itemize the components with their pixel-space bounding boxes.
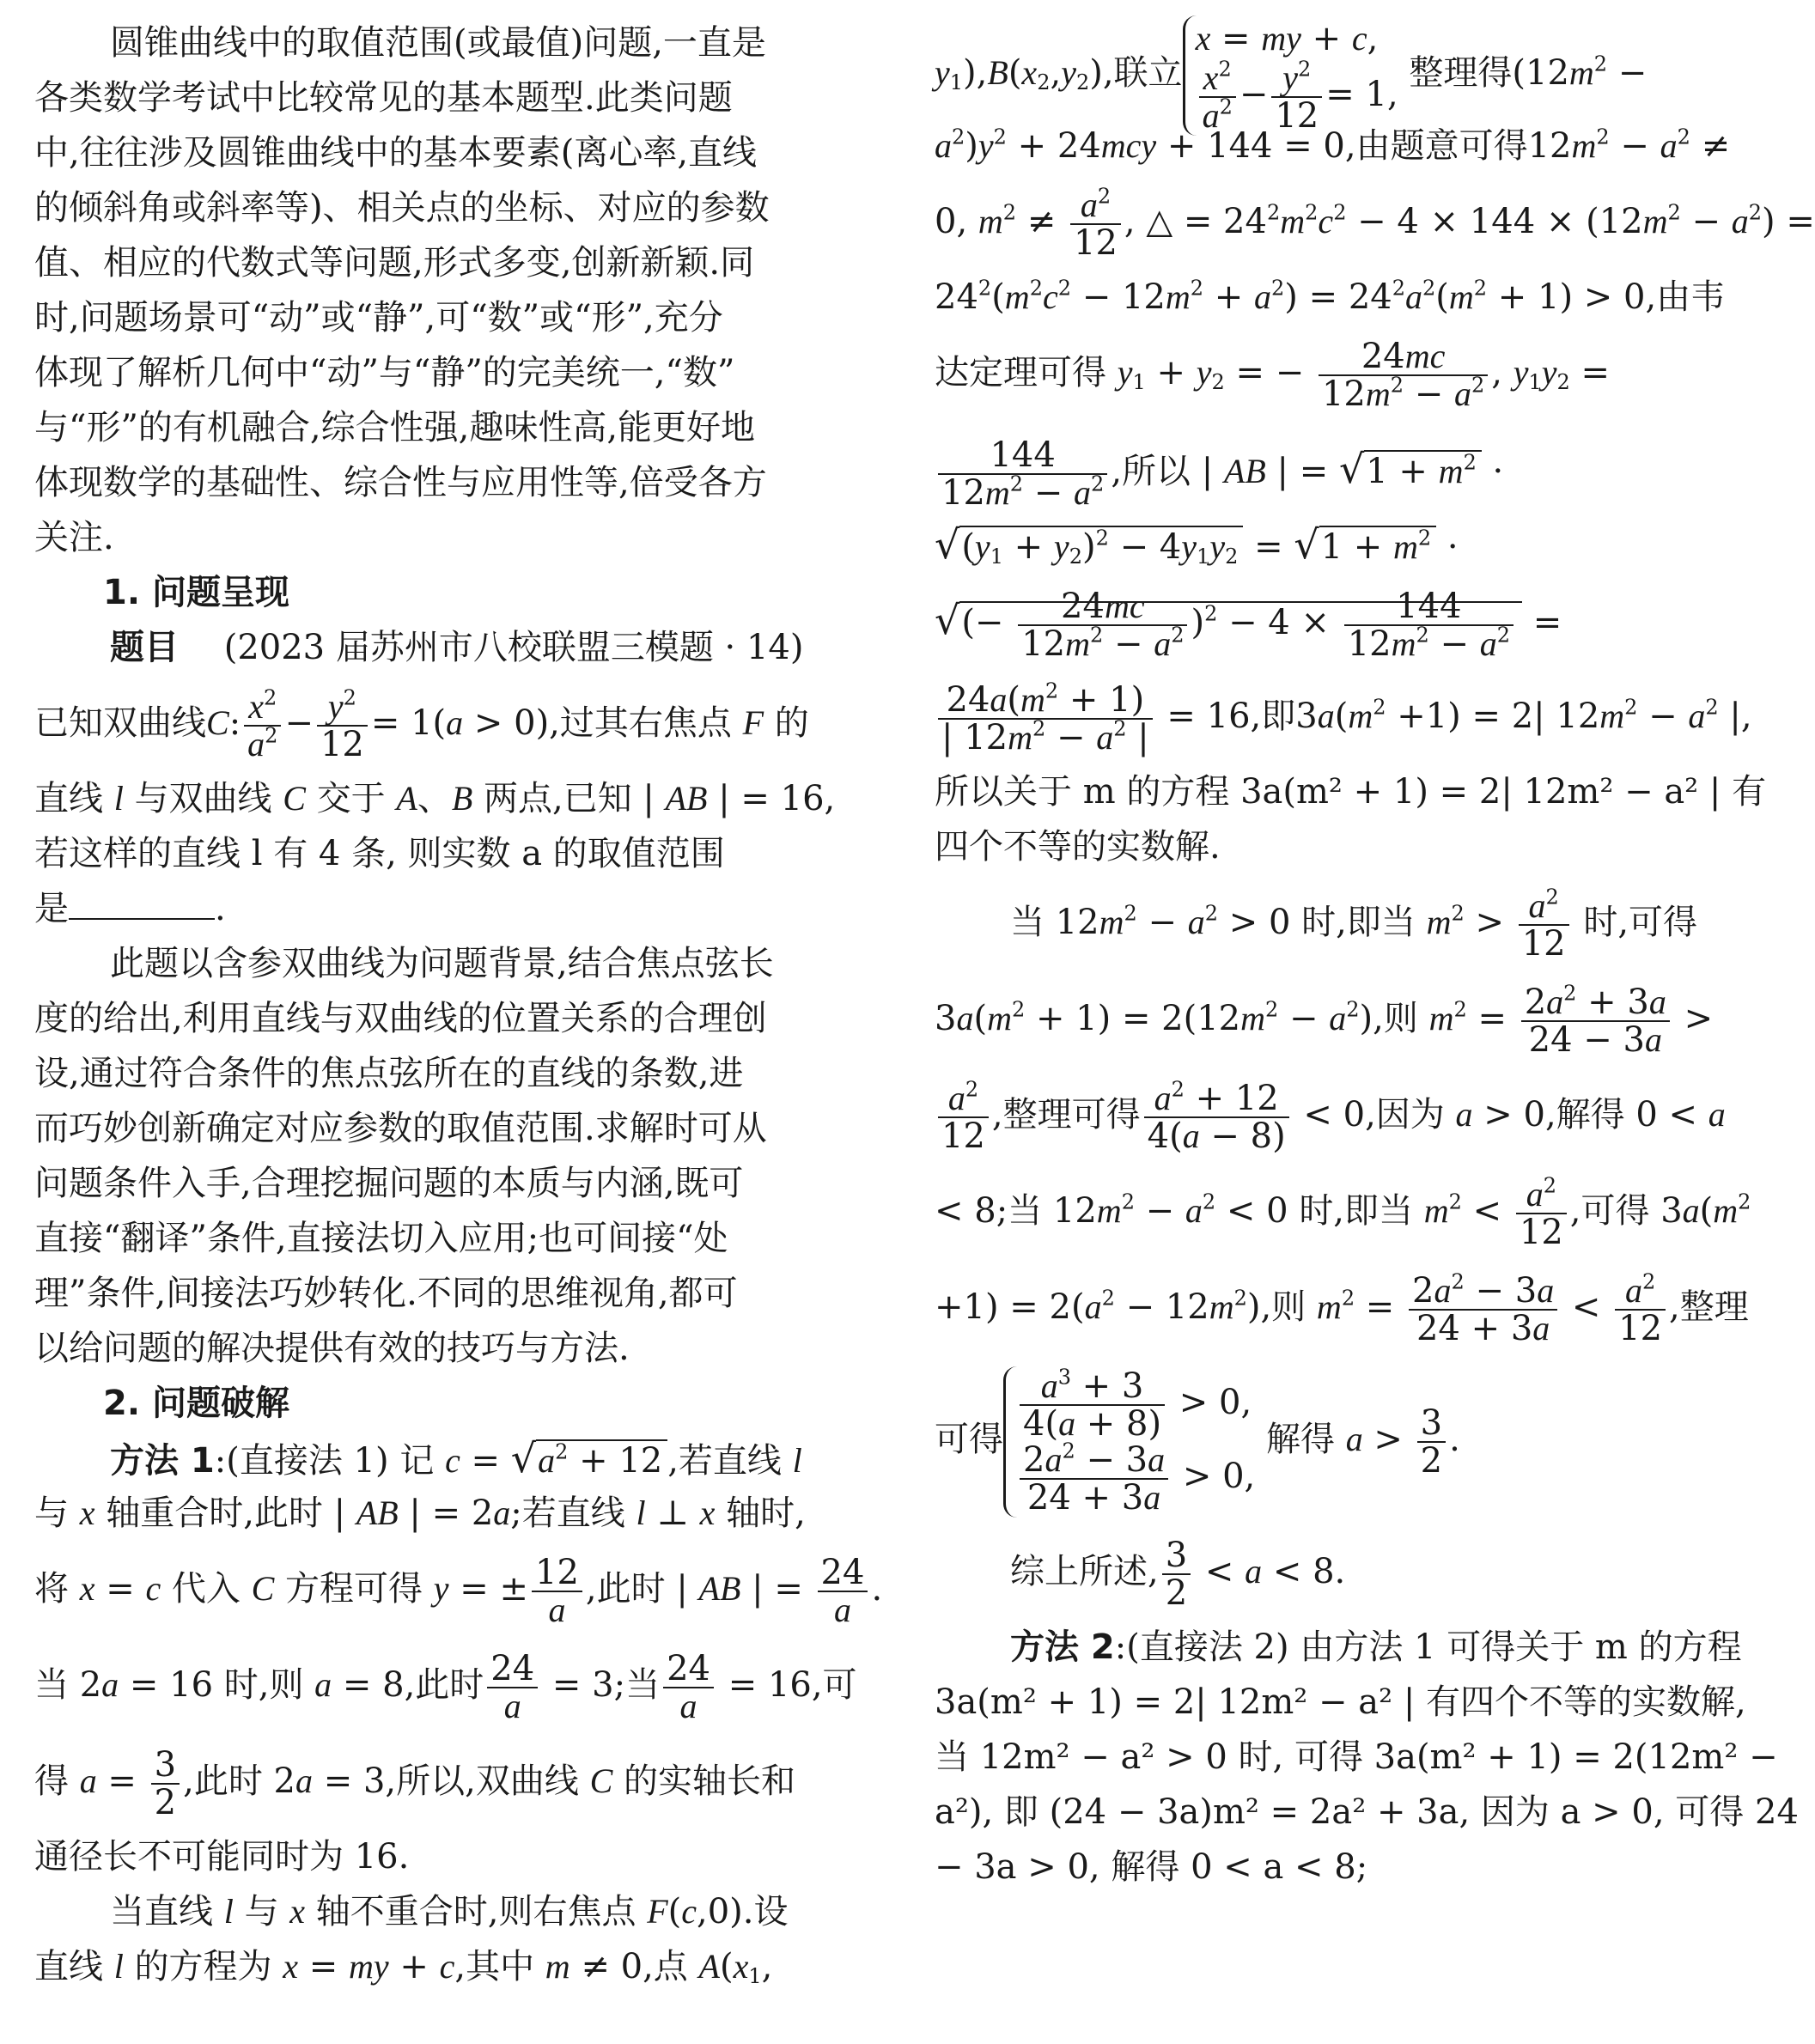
solution-line: 所以关于 m 的方程 3a(m² + 1) = 2| 12m² − a² | 有 [935, 772, 1767, 812]
fraction: $\frac{a^2}{12}$ [1519, 888, 1569, 962]
conclusion-line: 综上所述, $\frac{3}{2}$ < a < 8. [1010, 1536, 1346, 1613]
intro-line: 的倾斜角或斜率等)、相关点的坐标、对应的参数 [34, 188, 770, 228]
solution-line: $√(y_1 + y_2)^2 - 4y_1y_2 = √1 + m^2$ · [935, 521, 1459, 569]
solution-line: $3a(m^2 + 1) = 2(12m^2 - a^2)$,则 $m^2$ = $\frac{2a^2 + 3a}{24 - 3a}$ > [935, 981, 1714, 1060]
fraction: $\frac{3}{2}$ [151, 1747, 180, 1821]
problem-line: 若这样的直线 l 有 4 条, 则实数 a 的取值范围 [34, 834, 725, 873]
intro-line: 体现数学的基础性、综合性与应用性等,倍受各方 [34, 463, 767, 502]
method2-line: − 3a > 0, 解得 0 < a < 8; [935, 1847, 1368, 1887]
intro-line: 体现了解析几何中“动”与“静”的完美统一,“数” [34, 353, 735, 392]
problem-label: 题目 [110, 628, 179, 667]
analysis-line: 理”条件,间接法巧妙转化.不同的思维视角,都可 [34, 1274, 738, 1313]
inequality-system: $\frac{a^3 + 3}{4(a + 8)}$ > 0, $\frac{2a^2 - 3a}{24 + 3a}$ > 0, [1003, 1366, 1255, 1518]
method1-line: 与 x 轴重合时,此时 | AB | = 2a;若直线 l ⊥ x 轴时, [34, 1493, 806, 1533]
intro-line: 时,问题场景可“动”或“静”,可“数”或“形”,充分 [34, 298, 723, 338]
fraction: $\frac{24mc}{12m^2 - a^2}$ [1319, 338, 1488, 412]
solution-line: $y_1),B(x_2,y_2)$,联立 x = my + c, $\frac{x^2}{a^2}$ − $\frac{y^2}{12}$ = 1, 整理得($12m^2$ − [935, 15, 1761, 119]
method1-line: 方法 1:(直接法 1) 记 $c = √a^2 + 12$ ,若直线 l [110, 1435, 802, 1481]
equation-system: x = my + c, $\frac{x^2}{a^2}$ − $\frac{y^2}{12}$ = 1, [1183, 15, 1398, 136]
analysis-line: 度的给出,利用直线与双曲线的位置关系的合理创 [34, 999, 767, 1038]
fraction: $\frac{2a^2 + 3a}{24 - 3a}$ [1521, 984, 1670, 1058]
method1-line: 得 a = $\frac{3}{2}$ ,此时 2a = 3,所以,双曲线 C 的实轴长和 [34, 1745, 795, 1822]
solution-line: 当 $12m^2 - a^2 > 0$ 时,即当 $m^2$ > $\frac{a^2}{12}$ 时,可得 [1010, 885, 1698, 964]
fraction: $\frac{24a(m^2 + 1)}{| 12m^2 - a^2 |}$ [938, 682, 1153, 756]
method1-line: 直线 l 的方程为 x = my + c,其中 m ≠ 0,点 $A(x_1$, [34, 1947, 773, 1988]
fraction: $\frac{a^2}{12}$ [1516, 1177, 1567, 1250]
solution-line: $\frac{144}{12m^2 - a^2}$ ,所以 | AB | = $√1 + m^2$ · [935, 421, 1761, 517]
fraction: $\frac{2a^2 - 3a}{24 + 3a}$ [1409, 1273, 1557, 1347]
analysis-line: 问题条件入手,合理挖掘问题的本质与内涵,既可 [34, 1164, 744, 1203]
solution-line: √(− $\frac{24mc}{12m^2 - a^2}$ )$^2$ − 4 × $\frac{144}{12m^2 - a^2}$ = [935, 587, 1562, 664]
fraction: $\frac{24}{a}$ [663, 1651, 714, 1725]
section-heading-1: 1. 问题呈现 [103, 573, 289, 612]
solution-line: 可得 $\frac{a^3 + 3}{4(a + 8)}$ > 0, $\frac{2a^2 - 3a}{24 + 3a}$ > 0, 解得 a > $\frac{3}{2}$ . [935, 1365, 1460, 1518]
fraction: $\frac{3}{2}$ [1162, 1537, 1191, 1611]
left-column [34, 15, 883, 1994]
solution-line: 达定理可得 $y_1 + y_2$ = − $\frac{24mc}{12m^2 - a^2}$ , $y_1y_2$ = [935, 337, 1611, 414]
solution-line: $\frac{a^2}{12}$ ,整理可得 $\frac{a^2 + 12}{4(a - 8)}$ < 0,因为 a > 0,解得 0 < a [935, 1067, 1761, 1163]
method1-line: 当 2a = 16 时,则 a = 8,此时 $\frac{24}{a}$ = 3;当 $\frac{24}{a}$ = 16,可 [34, 1649, 857, 1725]
intro-line: 圆锥曲线中的取值范围(或最值)问题,一直是 [110, 23, 766, 63]
method1-line: 通径长不可能同时为 16. [34, 1837, 410, 1877]
fraction: $\frac{x^2}{a^2}$ [244, 689, 281, 763]
problem-header [34, 620, 866, 675]
method1-line: 将 x = c 代入 C 方程可得 y = ± $\frac{12}{a}$ ,此时 | AB | = $\frac{24}{a}$ . [34, 1553, 883, 1629]
solution-line: $+1) = 2(a^2 - 12m^2)$,则 $m^2$ = $\frac{2a^2 - 3a}{24 + 3a}$ < $\frac{a^2}{12}$ ,整理 [935, 1269, 1749, 1348]
method1-line: 当直线 l 与 x 轴不重合时,则右焦点 F(c,0).设 [110, 1892, 789, 1931]
problem-line: 是 . [34, 889, 226, 928]
analysis-line: 此题以含参双曲线为问题背景,结合焦点弦长 [110, 944, 774, 983]
analysis-line: 而巧妙创新确定对应参数的取值范围.求解时可从 [34, 1109, 767, 1148]
fraction: $\frac{y^2}{12}$ [317, 689, 368, 763]
fraction: $\frac{24}{a}$ [818, 1554, 868, 1628]
solution-line: $a^2)y^2 + 24mcy + 144 = 0$,由题意可得$12m^2 - a^2$ ≠ [935, 125, 1731, 166]
fraction: $\frac{a^2 + 12}{4(a - 8)}$ [1144, 1080, 1289, 1154]
fraction: $\frac{12}{a}$ [532, 1554, 582, 1628]
intro-line: 值、相应的代数式等问题,形式多变,创新新颖.同 [34, 243, 755, 283]
intro-line: 与“形”的有机融合,综合性强,趣味性高,能更好地 [34, 408, 756, 447]
method2-line: 当 12m² − a² > 0 时, 可得 3a(m² + 1) = 2(12m² − [935, 1737, 1778, 1777]
solution-line: 四个不等的实数解. [935, 827, 1221, 867]
solution-line: $\frac{24a(m^2 + 1)}{| 12m^2 - a^2 |}$ = 16,即$3a(m^2 +1) = 2|$ $12m^2 - a^2$ |, [935, 668, 1761, 764]
method2-line: 方法 2:(直接法 2) 由方法 1 可得关于 m 的方程 [1010, 1627, 1742, 1667]
right-column [935, 15, 1815, 1895]
solution-line: < 8;当 $12m^2 - a^2 < 0$ 时,即当 $m^2$ < $\frac{a^2}{12}$ ,可得 $3a(m^2$ [935, 1173, 1751, 1252]
analysis-line: 以给问题的解决提供有效的技巧与方法. [34, 1329, 630, 1368]
problem-source: (2023 届苏州市八校联盟三模题 · 14) [223, 628, 804, 667]
analysis-line: 设,通过符合条件的焦点弦所在的直线的条数,进 [34, 1054, 744, 1093]
intro-line: 中,往往涉及圆锥曲线中的基本要素(离心率,直线 [34, 133, 758, 173]
section-heading-2: 2. 问题破解 [103, 1384, 289, 1423]
solution-line: 0, $m^2$ ≠ $\frac{a^2}{12}$ , △ = $24^2m^2c^2 - 4 \times 144 \times (12m^2 - a^2)$ = [935, 184, 1815, 263]
fraction: $\frac{a^2}{12}$ [1615, 1273, 1666, 1347]
intro-line: 各类数学考试中比较常见的基本题型.此类问题 [34, 78, 733, 118]
fraction: $\frac{a^2}{12}$ [938, 1080, 989, 1154]
analysis-line: 直接“翻译”条件,直接法切入应用;也可间接“处 [34, 1219, 728, 1258]
method2-line: a²), 即 (24 − 3a)m² = 2a² + 3a, 因为 a > 0, 可得 24 [935, 1792, 1799, 1832]
problem-line: 直线 l 与双曲线 C 交于 A、B 两点,已知 | AB | = 16, [34, 779, 836, 818]
solution-line: $24^2(m^2c^2 - 12m^2 + a^2) = 24^2a^2(m^2 + 1) > 0$,由韦 [935, 276, 1726, 317]
fraction: $\frac{24}{a}$ [487, 1651, 538, 1725]
method2-line: 3a(m² + 1) = 2| 12m² − a² | 有四个不等的实数解, [935, 1682, 1746, 1722]
problem-line: 已知双曲线C: $\frac{x^2}{a^2}$ − $\frac{y^2}{12}$ = 1(a > 0),过其右焦点 F 的 [34, 685, 809, 764]
fraction: $\frac{a^2}{12}$ [1070, 187, 1121, 261]
intro-line: 关注. [34, 518, 114, 557]
fraction: $\frac{144}{12m^2 - a^2}$ [938, 437, 1107, 511]
fraction: $\frac{3}{2}$ [1417, 1405, 1446, 1479]
answer-blank [69, 887, 215, 920]
